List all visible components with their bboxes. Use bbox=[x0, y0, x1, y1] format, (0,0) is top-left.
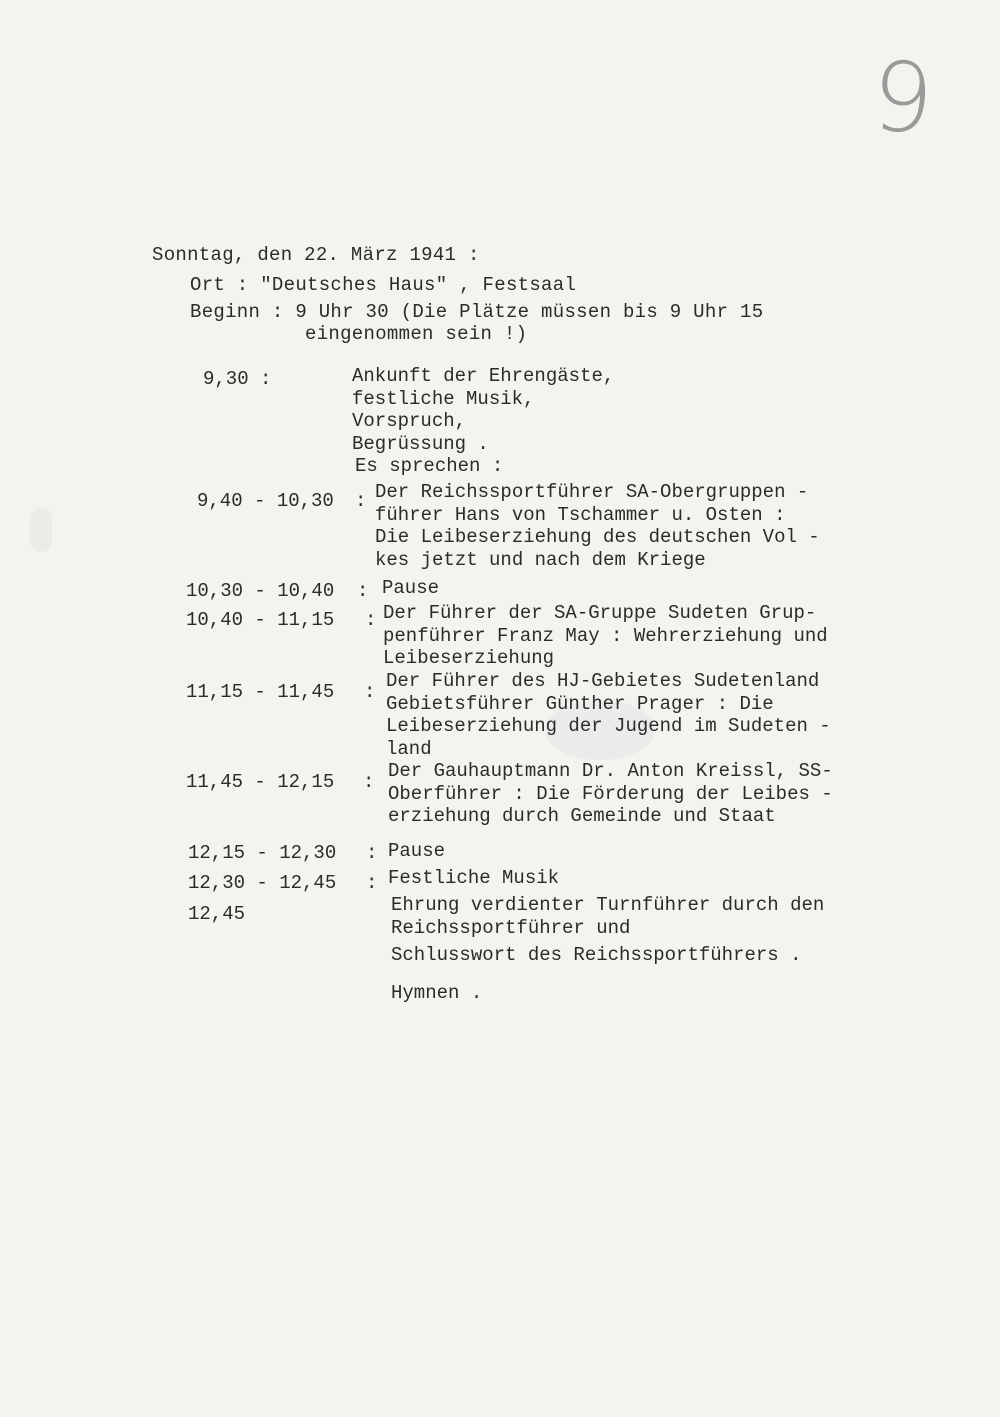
entry-line: erziehung durch Gemeinde und Staat bbox=[388, 805, 776, 827]
entry-line: kes jetzt und nach dem Kriege bbox=[375, 548, 706, 571]
entry-time: 12,15 - 12,30 bbox=[188, 842, 337, 864]
entry-time: 11,45 - 12,15 bbox=[186, 771, 335, 793]
entry-line: Schlusswort des Reichssportführers . bbox=[391, 944, 802, 966]
entry-line: Reichssportführer und bbox=[391, 916, 631, 939]
entry-time: 9,30 : bbox=[203, 368, 272, 390]
entry-time: 11,15 - 11,45 bbox=[186, 681, 335, 703]
entry-line: Leibeserziehung der Jugend im Sudeten - bbox=[386, 715, 831, 737]
entry-description bbox=[391, 944, 801, 967]
entry-line: Der Reichssportführer SA-Obergruppen - bbox=[375, 481, 809, 503]
page-number: 9 bbox=[868, 40, 937, 156]
entry-line: führer Hans von Tschammer u. Osten : bbox=[375, 503, 786, 526]
entry-description bbox=[388, 840, 445, 863]
entry-description bbox=[386, 670, 831, 760]
entry-description bbox=[375, 481, 820, 571]
entry-description bbox=[382, 577, 439, 600]
entry-line: Oberführer : Die Förderung der Leibes - bbox=[388, 782, 833, 805]
entry-separator: : bbox=[365, 609, 377, 631]
entry-time: 10,40 - 11,15 bbox=[186, 609, 335, 631]
punch-hole bbox=[30, 508, 52, 552]
entry-line: Pause bbox=[382, 577, 440, 599]
entry-separator: : bbox=[366, 842, 378, 864]
entry-line: Der Führer der SA-Gruppe Sudeten Grup- bbox=[383, 602, 817, 624]
entry-separator: : bbox=[363, 771, 375, 793]
entry-separator: : bbox=[355, 490, 367, 512]
entry-description bbox=[388, 867, 559, 890]
entry-separator: : bbox=[357, 580, 369, 602]
entry-line: Festliche Musik bbox=[388, 867, 560, 889]
entry-line: Ehrung verdienter Turnführer durch den bbox=[391, 894, 825, 916]
entry-line: Gebietsführer Günther Prager : Die bbox=[386, 692, 774, 715]
entry-time: 10,30 - 10,40 bbox=[186, 580, 335, 602]
start-line-1: Beginn : 9 Uhr 30 (Die Plätze müssen bis 9 Uhr 15 bbox=[190, 301, 764, 323]
location-line: Ort : "Deutsches Haus" , Festsaal bbox=[190, 274, 577, 296]
entry-separator: : bbox=[364, 681, 376, 703]
entry-time: 12,30 - 12,45 bbox=[188, 872, 337, 894]
entry-line: Ankunft der Ehrengäste, bbox=[352, 365, 615, 387]
entry-description bbox=[388, 760, 833, 828]
entry-line: Es sprechen : bbox=[355, 455, 504, 477]
entry-line: festliche Musik, bbox=[352, 387, 535, 410]
entry-description bbox=[355, 455, 503, 478]
entry-line: land bbox=[386, 737, 432, 760]
entry-description bbox=[352, 365, 614, 455]
entry-line: Hymnen . bbox=[391, 982, 483, 1004]
entry-line: Der Gauhauptmann Dr. Anton Kreissl, SS- bbox=[388, 760, 833, 782]
entry-line: Die Leibeserziehung des deutschen Vol - bbox=[375, 526, 820, 548]
start-line-2: eingenommen sein !) bbox=[305, 323, 528, 345]
entry-line: Der Führer des HJ-Gebietes Sudetenland bbox=[386, 670, 820, 692]
entry-line: penführer Franz May : Wehrerziehung und bbox=[383, 624, 828, 647]
entry-line: Vorspruch, bbox=[352, 410, 467, 432]
entry-line: Begrüssung . bbox=[352, 432, 489, 455]
entry-time: 12,45 bbox=[188, 903, 246, 925]
entry-description bbox=[391, 894, 824, 939]
date-line: Sonntag, den 22. März 1941 : bbox=[152, 244, 480, 266]
entry-description bbox=[391, 982, 482, 1005]
entry-line: Pause bbox=[388, 840, 446, 862]
entry-time: 9,40 - 10,30 bbox=[197, 490, 334, 512]
entry-description bbox=[383, 602, 828, 670]
entry-separator: : bbox=[366, 872, 378, 894]
entry-line: Leibeserziehung bbox=[383, 647, 555, 669]
